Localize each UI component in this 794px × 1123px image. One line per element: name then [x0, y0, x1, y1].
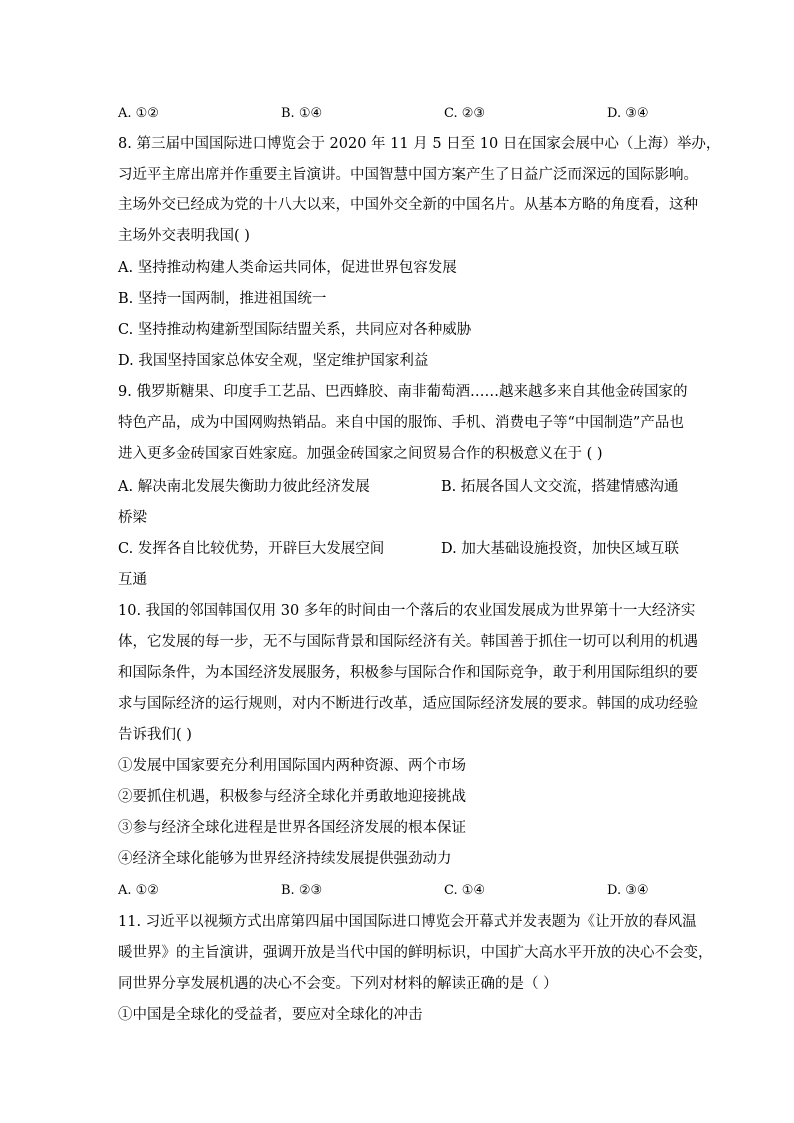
- q10-option-a[interactable]: A. ①②: [118, 883, 159, 898]
- q8-option-d[interactable]: D. 我国坚持国家总体安全观，坚定维护国家利益: [118, 353, 429, 369]
- q10-option-c[interactable]: C. ①④: [444, 883, 486, 898]
- q10-stem-line: 体，它发展的每一步，无不与国际背景和国际经济有关。韩国善于抓住一切可以利用的机遇: [118, 634, 698, 650]
- q10-stem-line: 求与国际经济的运行规则，对内不断进行改革，适应国际经济发展的要求。韩国的成功经验: [118, 696, 698, 712]
- q10-item-3: ③参与经济全球化进程是世界各国经济发展的根本保证: [118, 820, 466, 836]
- q7-option-d[interactable]: D. ③④: [607, 106, 649, 121]
- q8-stem-line: 主场外交表明我国( ): [118, 228, 250, 244]
- q7-option-c[interactable]: C. ②③: [444, 106, 486, 121]
- q10-item-4: ④经济全球化能够为世界经济持续发展提供强劲动力: [118, 851, 452, 867]
- q7-option-b[interactable]: B. ①④: [281, 106, 323, 121]
- q8-option-a[interactable]: A. 坚持推动构建人类命运共同体，促进世界包容发展: [118, 260, 457, 276]
- q7-option-a[interactable]: A. ①②: [118, 106, 159, 121]
- q10-item-1: ①发展中国家要充分利用国际国内两种资源、两个市场: [118, 758, 466, 774]
- q10-option-b[interactable]: B. ②③: [281, 883, 323, 898]
- q8-stem-line: 8. 第三届中国国际进口博览会于 2020 年 11 月 5 日至 10 日在国家会展中心（上海）举办，: [118, 136, 721, 152]
- q10-stem-line: 告诉我们( ): [118, 727, 192, 743]
- q10-stem-line: 10. 我国的邻国韩国仅用 30 多年的时间由一个落后的农业国发展成为世界第十一大经济实: [118, 603, 696, 619]
- q11-item-1: ①中国是全球化的受益者，要应对全球化的冲击: [118, 1007, 423, 1023]
- q8-stem-line: 主场外交已经成为党的十八大以来，中国外交全新的中国名片。从基本方略的角度看，这种: [118, 197, 698, 213]
- q9-stem-line: 特色产品，成为中国网购热销品。来自中国的服饰、手机、消费电子等“中国制造”产品也: [118, 415, 684, 431]
- q8-option-c[interactable]: C. 坚持推动构建新型国际结盟关系，共同应对各种威胁: [118, 322, 472, 338]
- q8-stem-line: 习近平主席出席并作重要主旨演讲。中国智慧中国方案产生了日益广泛而深远的国际影响。: [118, 167, 698, 183]
- q9-option-d-continued: 互通: [118, 572, 147, 588]
- q9-option-c[interactable]: C. 发挥各自比较优势，开辟巨大发展空间: [118, 541, 385, 557]
- q11-stem-line: 11. 习近平以视频方式出席第四届中国国际进口博览会开幕式并发表题为《让开放的春风温: [118, 914, 697, 930]
- q10-option-d[interactable]: D. ③④: [607, 883, 649, 898]
- q9-stem-line: 9. 俄罗斯糖果、印度手工艺品、巴西蜂胶、南非葡萄酒……越来越多来自其他金砖国家的: [118, 384, 688, 400]
- q11-stem-line: 同世界分享发展机遇的决心不会变。下列对材料的解读正确的是（ ）: [118, 976, 558, 992]
- q9-option-b-continued: 桥梁: [118, 510, 147, 526]
- q9-stem-line: 进入更多金砖国家百姓家庭。加强金砖国家之间贸易合作的积极意义在于 ( ): [118, 446, 603, 462]
- q8-option-b[interactable]: B. 坚持一国两制，推进祖国统一: [118, 291, 327, 307]
- q9-option-d[interactable]: D. 加大基础设施投资，加快区域互联: [441, 541, 679, 557]
- q9-option-b[interactable]: B. 拓展各国人文交流，搭建情感沟通: [441, 479, 679, 495]
- q10-item-2: ②要抓住机遇，积极参与经济全球化并勇敢地迎接挑战: [118, 789, 466, 805]
- q9-option-a[interactable]: A. 解决南北发展失衡助力彼此经济发展: [118, 479, 370, 495]
- q10-stem-line: 和国际条件，为本国经济发展服务，积极参与国际合作和国际竞争，敢于利用国际组织的要: [118, 665, 698, 681]
- q11-stem-line: 暖世界》的主旨演讲，强调开放是当代中国的鲜明标识，中国扩大高水平开放的决心不会变，: [118, 945, 713, 961]
